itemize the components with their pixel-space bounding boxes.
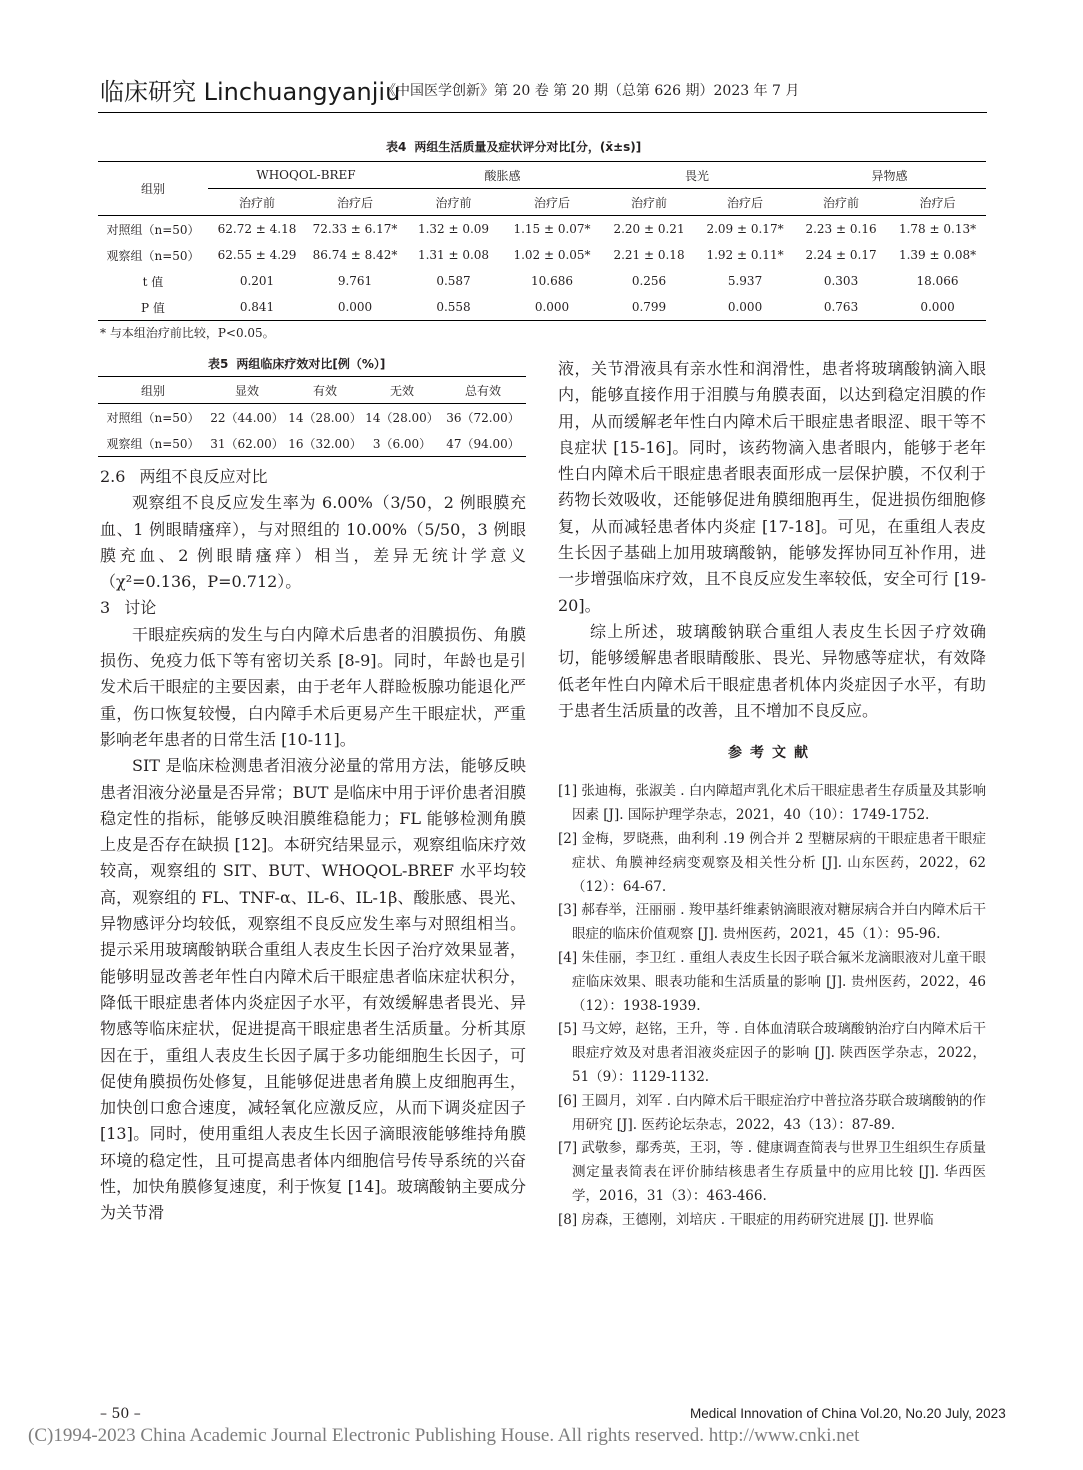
table-cell: 36（72.00） — [446, 410, 520, 425]
reference-item: [1] 张迪梅，张淑美 . 白内障超声乳化术后干眼症患者生存质量及其影响因素 [J]. 国际护理学杂志，2021，40（10）：1749-1752. — [558, 783, 986, 824]
table-cell: 14（28.00） — [365, 410, 439, 425]
table-cell: 0.587 — [436, 274, 471, 288]
table-cell: 72.33 ± 6.17* — [312, 222, 398, 236]
table4-subheader: 治疗后 — [697, 189, 793, 216]
table-cell: 18.066 — [916, 274, 959, 288]
row-label: P 值 — [98, 294, 208, 321]
left-text-column — [100, 464, 526, 1227]
table5-header: 显效 — [208, 377, 286, 404]
table4-group-header: 组别 — [98, 162, 208, 216]
reference-item: [3] 郝春举，汪丽丽 . 羧甲基纤维素钠滴眼液对糖尿病合并白内障术后干眼症的临床价值观察 [J]. 贵州医药，2021，45（1）：95-96. — [558, 902, 986, 943]
table-cell: 0.256 — [631, 274, 667, 288]
header-rule — [98, 112, 987, 113]
table-cell: 0.303 — [823, 274, 859, 288]
footer-journal: Medical Innovation of China Vol.20, No.20 July, 2023 — [690, 1406, 1006, 1421]
table-cell: 3（6.00） — [364, 430, 440, 457]
reference-item: [6] 王圆月，刘军 . 白内障术后干眼症治疗中普拉洛芬联合玻璃酸钠的作用研究 [J]. 医药论坛杂志，2022，43（13）：87-89. — [558, 1092, 986, 1133]
table4-colgroup: 酸胀感 — [404, 162, 601, 189]
table-cell: 2.09 ± 0.17* — [706, 222, 784, 236]
table-cell: 1.39 ± 0.08* — [898, 248, 977, 262]
table5 — [98, 376, 526, 457]
table-cell: 0.558 — [404, 294, 503, 321]
running-header-section: 临床研究 Linchuangyanjiu — [100, 78, 401, 106]
row-label: 观察组（n=50） — [106, 248, 200, 263]
reference-list — [558, 780, 986, 1232]
paragraph-discussion-1: 干眼症疾病的发生与白内障术后患者的泪膜损伤、角膜损伤、免疫力低下等有密切关系 [8-9]。同时，年龄也是引发术后干眼症的主要因素，由于老年人群睑板腺功能退化严重，伤口恢复较慢，白内障手术后更易产生干眼症状，严重影响老年患者的日常生活 [10-11]。 — [100, 624, 526, 749]
table4 — [98, 161, 986, 321]
table-cell: 1.31 ± 0.08 — [417, 248, 490, 262]
table-cell: 1.92 ± 0.11* — [706, 248, 784, 262]
table4-caption — [386, 138, 641, 155]
section-number: 2.6 — [100, 467, 126, 486]
table4-subheader: 治疗前 — [208, 189, 306, 216]
paragraph-adverse-reactions: 观察组不良反应发生率为 6.00%（3/50，2 例眼膜充血、1 例眼睛瘙痒），与对照组的 10.00%（5/50，3 例眼膜充血、2 例眼睛瘙痒）相当，差异无统计学意义（χ²=0.136，P=0.712）。 — [100, 493, 526, 592]
table5-header: 有效 — [286, 377, 364, 404]
table4-subheader: 治疗前 — [601, 189, 697, 216]
row-label: 观察组（n=50） — [98, 430, 208, 457]
table-cell: 2.24 ± 0.17 — [805, 248, 877, 262]
row-label: 对照组（n=50） — [106, 222, 200, 237]
section-title: 两组不良反应对比 — [139, 467, 268, 486]
table5-caption — [208, 355, 385, 372]
table-cell: 1.32 ± 0.09 — [417, 222, 490, 236]
table-row — [98, 430, 526, 457]
reference-item: [8] 房森，王德刚，刘培庆 . 干眼症的用药研究进展 [J]. 世界临 — [558, 1211, 934, 1228]
section-title: 讨论 — [124, 598, 157, 618]
table-cell: 2.23 ± 0.16 — [805, 222, 877, 236]
table-cell: 86.74 ± 8.42* — [312, 248, 398, 262]
table-cell: 0.201 — [239, 274, 275, 288]
table-cell: 10.686 — [531, 274, 573, 288]
table-cell: 2.20 ± 0.21 — [613, 222, 685, 236]
row-label: 对照组（n=50） — [106, 410, 200, 425]
table4-subheader: 治疗前 — [793, 189, 889, 216]
reference-item: [5] 马文婷，赵铭，王升，等 . 自体血清联合玻璃酸钠治疗白内障术后干眼症疗效及对患者泪液炎症因子的影响 [J]. 陕西医学杂志，2022，51（9）：1129-1132. — [558, 1021, 986, 1086]
table-cell: 47（94.00） — [440, 430, 526, 457]
table-cell: 1.02 ± 0.05* — [513, 248, 591, 262]
reference-item: [7] 武敬参，鄢秀英，王羽，等 . 健康调查简表与世界卫生组织生存质量测定量表简表在评价肺结核患者生存质量中的应用比较 [J]. 华西医学，2016，31（3）：463-466. — [558, 1140, 986, 1204]
table4-colgroup: WHOQOL-BREF — [208, 162, 404, 189]
table4-footnote: * 与本组治疗前比较，P<0.05。 — [100, 326, 275, 340]
running-header-journal: 《中国医学创新》第 20 卷 第 20 期（总第 626 期）2023 年 7 月 — [382, 83, 800, 99]
table-row — [98, 216, 986, 243]
table-cell: 62.72 ± 4.18 — [217, 222, 297, 236]
reference-item: [4] 朱佳丽，李卫红 . 重组人表皮生长因子联合氟米龙滴眼液对儿童干眼症临床效果、眼表功能和生活质量的影响 [J]. 贵州医药，2022，46（12）：1938-1939. — [558, 950, 986, 1014]
page-number: – 50 – — [100, 1406, 141, 1422]
table4-colgroup: 异物感 — [793, 162, 986, 189]
table-cell: 0.000 — [503, 294, 601, 321]
table-cell: 2.21 ± 0.18 — [613, 248, 685, 262]
table-cell: 0.000 — [306, 294, 404, 321]
table-cell: 16（32.00） — [286, 430, 364, 457]
section-number: 3 — [100, 598, 111, 618]
table-cell: 31（62.00） — [208, 430, 286, 457]
table4-title: 两组生活质量及症状评分对比[分，(x̄±s)] — [414, 140, 642, 154]
table4-colgroup: 畏光 — [601, 162, 793, 189]
table-cell: 22（44.00） — [210, 410, 284, 425]
copyright-watermark: (C)1994-2023 China Academic Journal Electronic Publishing House. All rights reserved. http://www.cnki.net — [28, 1425, 860, 1446]
paragraph-conclusion: 综上所述，玻璃酸钠联合重组人表皮生长因子疗效确切，能够缓解患者眼睛酸胀、畏光、异物感等症状，有效降低老年性白内障术后干眼症患者机体内炎症因子水平，有助于患者生活质量的改善，且不增加不良反应。 — [558, 621, 986, 720]
table-row — [98, 294, 986, 321]
table5-title: 两组临床疗效对比[例（%）] — [236, 357, 386, 371]
table-cell: 0.000 — [889, 294, 986, 321]
table4-label: 表4 — [386, 140, 407, 154]
table5-label: 表5 — [208, 357, 229, 371]
table-cell: 62.55 ± 4.29 — [217, 248, 297, 262]
paragraph-continued: 液，关节滑液具有亲水性和润滑性，患者将玻璃酸钠滴入眼内，能够直接作用于泪膜与角膜表面，以达到稳定泪膜的作用，从而缓解老年性白内障术后干眼症患者眼涩、眼干等不良症状 [15-16]。同时，该药物滴入患者眼内，能够于老年性白内障术后干眼症患者眼表面形成一层保护膜，不仅利于药物长效吸收，还能够促进角膜细胞再生，促进损伤细胞修复，从而减轻患者体内炎症 [17-18]。可见，在重组人表皮生长因子基础上加用玻璃酸钠，能够发挥协同互补作用，进一步增强临床疗效，且不良反应发生率较低，安全可行 [19-20]。 — [558, 359, 986, 615]
section-heading-3 — [100, 595, 526, 621]
section-heading-2-6 — [100, 464, 526, 490]
table-cell: 9.761 — [337, 274, 373, 288]
right-text-column — [558, 356, 986, 1233]
table-cell: 0.799 — [601, 294, 697, 321]
table-row — [98, 404, 526, 431]
paragraph-discussion-2: SIT 是临床检测患者泪液分泌量的常用方法，能够反映患者泪液分泌量是否异常；BUT 是临床中用于评价患者泪膜稳定性的指标，能够反映泪膜维稳能力；FL 能够检测角膜上皮是否存在缺损 [12]。本研究结果显示，观察组临床疗效较高，观察组的 SIT、BUT、WHOQOL-BREF 水平均较高，观察组的 FL、TNF-α、IL-6、IL-1β、酸胀感、畏光、异物感评分均较低，观察组不良反应发生率与对照组相当。提示采用玻璃酸钠联合重组人表皮生长因子治疗效果显著，能够明显改善老年性白内障术后干眼症患者临床症状积分，降低干眼症患者体内炎症因子水平，有效缓解患者畏光、异物感等临床症状，促进提高干眼症患者生活质量。分析其原因在于，重组人表皮生长因子属于多功能细胞生长因子，可促使角膜损伤处修复，且能够促进患者角膜上皮细胞再生，加快创口愈合速度，减轻氧化应激反应，从而下调炎症因子 [13]。同时，使用重组人表皮生长因子滴眼液能够维持角膜环境的稳定性，且可提高患者体内细胞信号传导系统的兴奋性，加快角膜修复速度，利于恢复 [14]。玻璃酸钠主要成分为关节滑 — [100, 756, 526, 1223]
table5-header: 无效 — [364, 377, 440, 404]
table-cell: 14（28.00） — [288, 410, 362, 425]
table-cell: 1.78 ± 0.13* — [898, 222, 977, 236]
table4-subheader: 治疗后 — [306, 189, 404, 216]
table4-subheader: 治疗后 — [889, 189, 986, 216]
row-label: t 值 — [142, 274, 164, 289]
table-cell: 5.937 — [727, 274, 763, 288]
table-cell: 0.763 — [793, 294, 889, 321]
table4-subheader: 治疗前 — [404, 189, 503, 216]
table5-header: 总有效 — [440, 377, 526, 404]
table5-header: 组别 — [98, 377, 208, 404]
table-cell: 1.15 ± 0.07* — [513, 222, 591, 236]
reference-item: [2] 金梅，罗晓燕，曲利利 .19 例合并 2 型糖尿病的干眼症患者干眼症症状、角膜神经病变观察及相关性分析 [J]. 山东医药，2022，62（12）：64-67. — [558, 831, 986, 895]
table-row — [98, 268, 986, 294]
table-cell: 0.000 — [697, 294, 793, 321]
table-cell: 0.841 — [208, 294, 306, 321]
references-heading: 参考文献 — [728, 745, 816, 762]
table-row — [98, 242, 986, 268]
table4-subheader: 治疗后 — [503, 189, 601, 216]
